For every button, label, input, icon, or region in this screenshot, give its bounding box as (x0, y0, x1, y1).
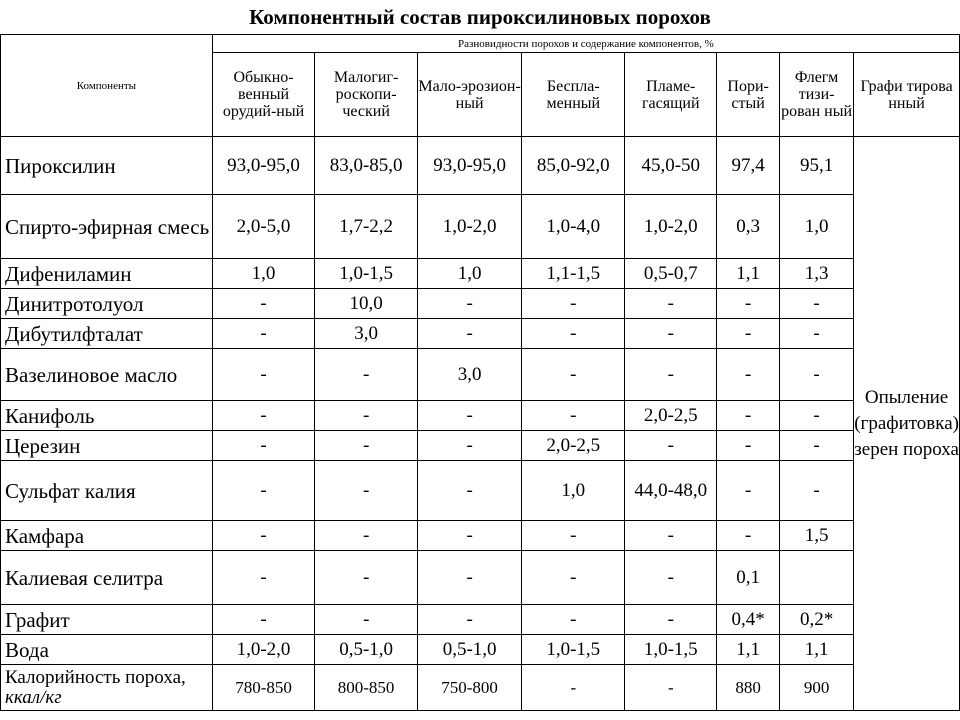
table-row (1, 137, 960, 195)
composition-table (0, 34, 960, 711)
column-header: Беспла-менный (522, 53, 625, 137)
component-name (1, 521, 213, 551)
value-cell: - (522, 665, 625, 711)
value-cell: - (522, 319, 625, 349)
value-cell: - (717, 521, 780, 551)
value-cell: 0,3 (717, 195, 780, 259)
value-cell: - (625, 431, 717, 461)
value-cell: - (417, 431, 521, 461)
column-header: Малогиг-роскопи-ческий (315, 53, 418, 137)
component-name (1, 551, 213, 605)
component-name (1, 319, 213, 349)
value-cell (780, 551, 854, 605)
table-row (1, 431, 960, 461)
value-cell: 750-800 (417, 665, 521, 711)
value-cell: 1,0 (780, 195, 854, 259)
value-cell: - (315, 461, 418, 521)
value-cell: 880 (717, 665, 780, 711)
value-cell: - (625, 605, 717, 635)
value-cell: 0,5-1,0 (417, 635, 521, 665)
value-cell: 0,2* (780, 605, 854, 635)
component-name (1, 665, 213, 711)
table-row (1, 349, 960, 401)
value-cell: 1,0-2,0 (625, 195, 717, 259)
value-cell: - (780, 289, 854, 319)
value-cell: 97,4 (717, 137, 780, 195)
value-cell: 800-850 (315, 665, 418, 711)
table-row (1, 605, 960, 635)
value-cell: - (417, 319, 521, 349)
table-body (1, 35, 960, 711)
value-cell: - (522, 289, 625, 319)
component-name-text: Динитротолуол (5, 291, 144, 316)
table-row (1, 259, 960, 289)
component-name-text: Дибутилфталат (5, 321, 143, 346)
column-header: Мало-эрозион-ный (417, 53, 521, 137)
value-cell: - (315, 605, 418, 635)
table-row (1, 319, 960, 349)
value-cell: - (315, 401, 418, 431)
value-cell: 1,0-1,5 (522, 635, 625, 665)
component-name-text: Калиевая селитра (5, 565, 164, 590)
value-cell: 0,5-0,7 (625, 259, 717, 289)
value-cell: 1,5 (780, 521, 854, 551)
component-name (1, 289, 213, 319)
value-cell: 10,0 (315, 289, 418, 319)
value-cell: 2,0-2,5 (522, 431, 625, 461)
component-name-text: Дифениламин (5, 261, 132, 286)
value-cell: 85,0-92,0 (522, 137, 625, 195)
table-title: Компонентный состав пироксилиновых порохов (249, 5, 711, 29)
value-cell: - (212, 521, 314, 551)
column-header: Графи тирова нный (854, 53, 960, 137)
value-cell: - (212, 401, 314, 431)
value-cell: 93,0-95,0 (212, 137, 314, 195)
value-cell: - (417, 551, 521, 605)
component-name-text: Камфара (5, 523, 85, 548)
value-cell: 0,4* (717, 605, 780, 635)
table-row (1, 289, 960, 319)
column-header: Обыкно-венный орудий-ный (212, 53, 314, 137)
value-cell: - (417, 289, 521, 319)
value-cell: - (417, 401, 521, 431)
value-cell: - (625, 289, 717, 319)
value-cell: - (717, 461, 780, 521)
component-name-text: Вазелиновое масло (5, 362, 178, 387)
value-cell: - (717, 349, 780, 401)
value-cell: - (717, 431, 780, 461)
value-cell: - (522, 605, 625, 635)
value-cell: 1,0 (212, 259, 314, 289)
value-cell: 1,0-1,5 (625, 635, 717, 665)
column-header: Флегм тизи-рован ный (780, 53, 854, 137)
value-cell: - (212, 289, 314, 319)
value-cell: 93,0-95,0 (417, 137, 521, 195)
value-cell: 1,0-1,5 (315, 259, 418, 289)
value-cell: - (212, 431, 314, 461)
value-cell: 3,0 (417, 349, 521, 401)
component-name (1, 137, 213, 195)
value-cell: - (315, 551, 418, 605)
component-name-text: Пироксилин (5, 153, 116, 178)
component-name-text: Канифоль (5, 403, 95, 428)
value-cell: 1,3 (780, 259, 854, 289)
value-cell: 0,1 (717, 551, 780, 605)
value-cell: - (625, 319, 717, 349)
value-cell: 780-850 (212, 665, 314, 711)
value-cell: - (625, 665, 717, 711)
value-cell: 45,0-50 (625, 137, 717, 195)
value-cell: - (780, 401, 854, 431)
component-name-text: Сульфат калия (5, 478, 136, 503)
value-cell: 44,0-48,0 (625, 461, 717, 521)
value-cell: - (212, 605, 314, 635)
value-cell: 1,0-2,0 (212, 635, 314, 665)
graphitized-note: Опыление (графитовка) зерен пороха (854, 137, 960, 711)
value-cell: - (625, 521, 717, 551)
component-name (1, 401, 213, 431)
component-name-text: Вода (5, 637, 49, 662)
value-cell: - (625, 551, 717, 605)
table-row (1, 401, 960, 431)
value-cell: 95,1 (780, 137, 854, 195)
value-cell: 1,0-2,0 (417, 195, 521, 259)
column-header: Пори-стый (717, 53, 780, 137)
value-cell: - (780, 461, 854, 521)
value-cell: - (315, 349, 418, 401)
value-cell: 1,7-2,2 (315, 195, 418, 259)
value-cell: - (417, 605, 521, 635)
column-header: Пламе-гасящий (625, 53, 717, 137)
component-name-text: Калорийность пороха, (5, 666, 186, 688)
value-cell: 1,0 (417, 259, 521, 289)
component-name-text: Графит (5, 607, 70, 632)
value-cell: 1,1-1,5 (522, 259, 625, 289)
table-row (1, 195, 960, 259)
table-row (1, 461, 960, 521)
value-cell: - (315, 521, 418, 551)
value-cell: - (780, 431, 854, 461)
component-name (1, 605, 213, 635)
component-name-text: Спирто-эфирная смесь (5, 214, 210, 239)
table-row (1, 551, 960, 605)
component-name (1, 461, 213, 521)
component-name-text: Церезин (5, 433, 81, 458)
value-cell: 1,0 (522, 461, 625, 521)
value-cell: - (717, 401, 780, 431)
value-cell: - (212, 349, 314, 401)
component-name (1, 431, 213, 461)
value-cell: - (212, 461, 314, 521)
value-cell: - (212, 551, 314, 605)
value-cell: - (417, 521, 521, 551)
group-header: Разновидности порохов и содержание компонентов, % (212, 35, 959, 53)
table-row (1, 635, 960, 665)
value-cell: - (717, 319, 780, 349)
value-cell: - (212, 319, 314, 349)
value-cell: 2,0-5,0 (212, 195, 314, 259)
component-name (1, 195, 213, 259)
value-cell: - (522, 349, 625, 401)
value-cell: 900 (780, 665, 854, 711)
component-name (1, 259, 213, 289)
table-row (1, 665, 960, 711)
value-cell: - (522, 401, 625, 431)
value-cell: - (315, 431, 418, 461)
unit-label: ккал/кг (5, 686, 62, 708)
value-cell: 83,0-85,0 (315, 137, 418, 195)
value-cell: 1,1 (717, 635, 780, 665)
component-name (1, 635, 213, 665)
value-cell: 1,0-4,0 (522, 195, 625, 259)
components-header: Компоненты (1, 35, 213, 137)
value-cell: - (522, 551, 625, 605)
table-row (1, 521, 960, 551)
value-cell: - (780, 319, 854, 349)
value-cell: - (522, 521, 625, 551)
value-cell: 0,5-1,0 (315, 635, 418, 665)
value-cell: - (717, 289, 780, 319)
component-name (1, 349, 213, 401)
value-cell: - (780, 349, 854, 401)
value-cell: 1,1 (717, 259, 780, 289)
value-cell: 1,1 (780, 635, 854, 665)
value-cell: - (625, 349, 717, 401)
value-cell: 3,0 (315, 319, 418, 349)
value-cell: - (417, 461, 521, 521)
value-cell: 2,0-2,5 (625, 401, 717, 431)
